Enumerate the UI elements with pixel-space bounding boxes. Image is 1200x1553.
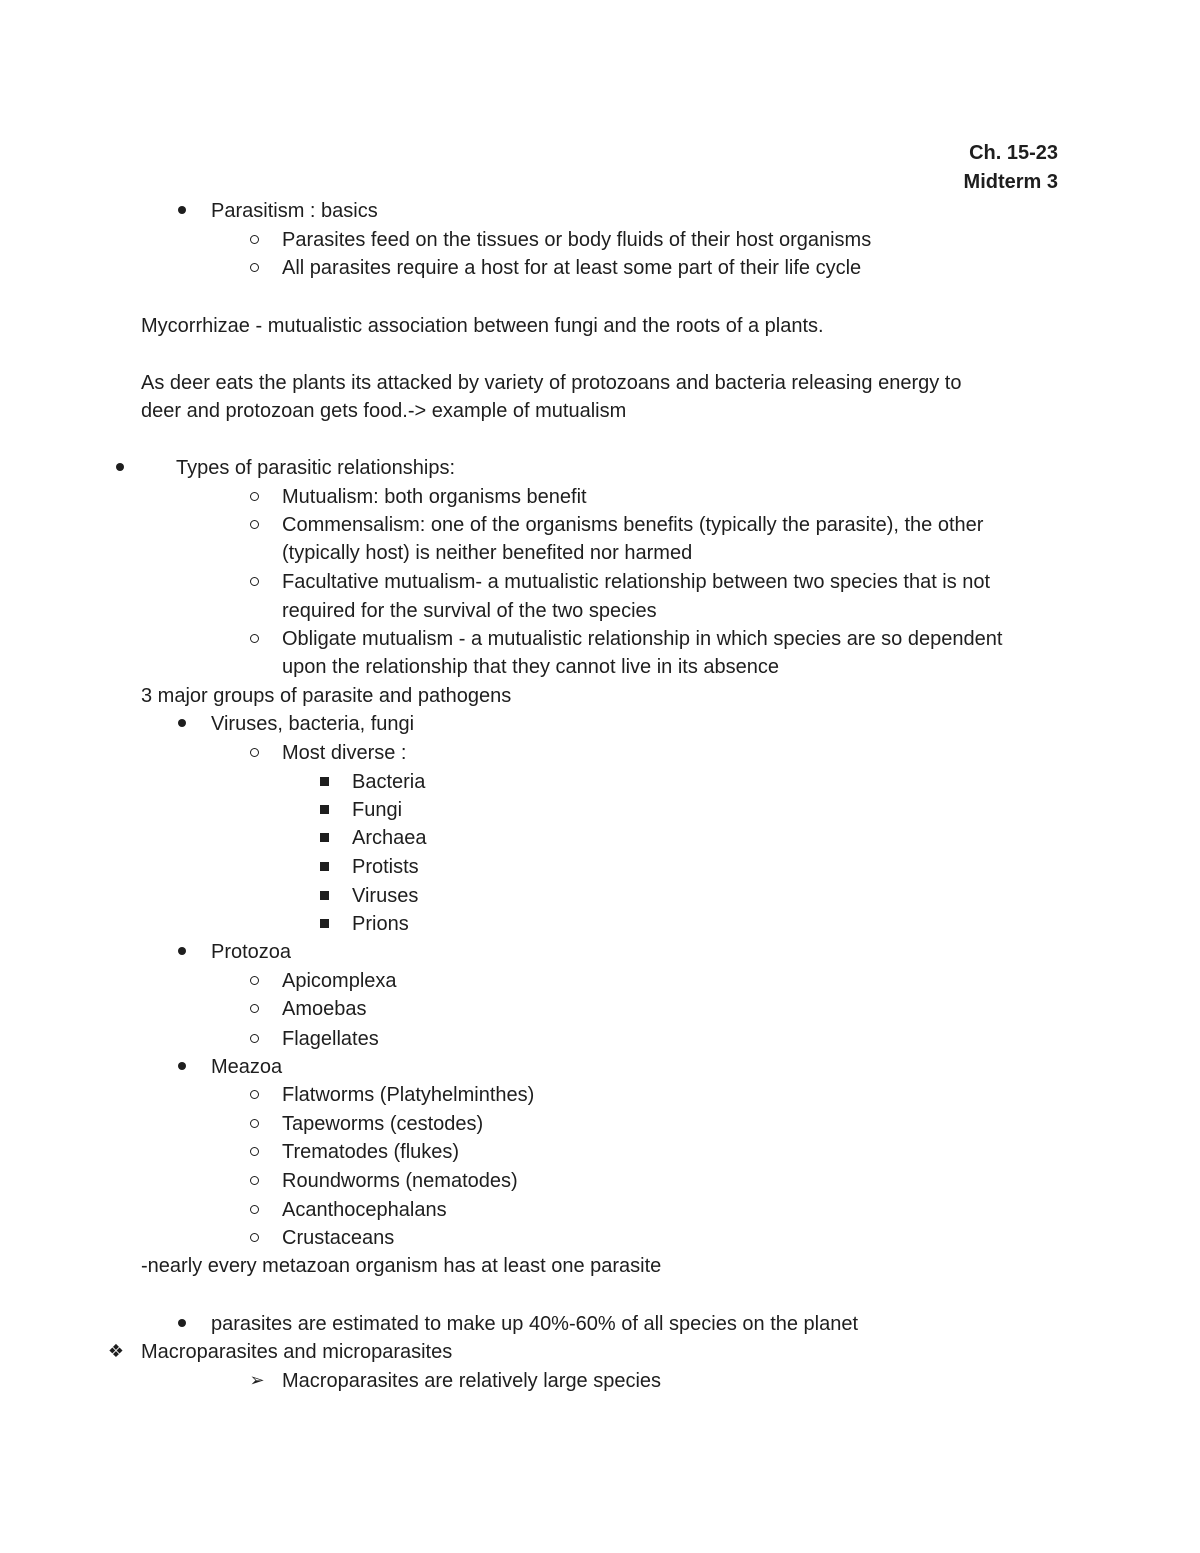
bullet-dot	[110, 454, 130, 482]
list-item: Roundworms (nematodes)	[282, 1170, 518, 1192]
bullet-dot	[172, 1310, 192, 1338]
list-item: Archaea	[352, 827, 427, 849]
deer-paragraph-line: As deer eats the plants its attacked by variety of protozoans and bacteria releasing energy to	[141, 372, 962, 394]
bullet-square	[314, 768, 334, 796]
arrow-bullet-icon: ➢	[249, 1370, 265, 1391]
bullet-circle	[244, 995, 264, 1023]
bullet-dot	[172, 710, 192, 738]
metazoan-note: -nearly every metazoan organism has at least one parasite	[141, 1255, 662, 1277]
list-item: Viruses	[352, 885, 419, 907]
bullet-circle	[244, 967, 264, 995]
bullet-circle	[244, 1138, 264, 1166]
list-item: Facultative mutualism- a mutualistic relationship between two species that is not	[282, 571, 991, 593]
bullet-circle	[244, 1081, 264, 1109]
estimate-text: parasites are estimated to make up 40%-60% of all species on the planet	[211, 1313, 859, 1335]
bullet-circle	[244, 1224, 264, 1252]
groups-title: 3 major groups of parasite and pathogens	[141, 685, 512, 707]
bullet-dot	[172, 938, 192, 966]
deer-paragraph-line: deer and protozoan gets food.-> example of mutualism	[141, 400, 627, 422]
bullet-circle	[244, 1110, 264, 1138]
list-item: Mutualism: both organisms benefit	[282, 486, 587, 508]
exam-heading: Midterm 3	[963, 171, 1058, 193]
bullet-circle	[244, 511, 264, 539]
list-item: Apicomplexa	[282, 970, 397, 992]
list-item: Crustaceans	[282, 1227, 395, 1249]
bullet-square	[314, 882, 334, 910]
bullet-circle	[244, 625, 264, 653]
bullet-square	[314, 824, 334, 852]
list-item: Fungi	[352, 799, 403, 821]
bullet-square	[314, 796, 334, 824]
list-item: All parasites require a host for at least some part of their life cycle	[282, 257, 862, 279]
types-title: Types of parasitic relationships:	[176, 457, 456, 479]
bullet-circle	[244, 254, 264, 282]
list-item: Commensalism: one of the organisms benefits (typically the parasite), the other	[282, 514, 984, 536]
list-item: Flagellates	[282, 1028, 379, 1050]
list-item: Macroparasites are relatively large species	[282, 1370, 662, 1392]
list-item: Acanthocephalans	[282, 1199, 447, 1221]
bullet-circle	[244, 226, 264, 254]
parasitism-title: Parasitism : basics	[211, 200, 378, 222]
bullet-circle	[244, 1167, 264, 1195]
list-item: Parasites feed on the tissues or body fluids of their host organisms	[282, 229, 872, 251]
list-item: Prions	[352, 913, 409, 935]
bullet-circle	[244, 739, 264, 767]
list-item: Protists	[352, 856, 419, 878]
group-label: Protozoa	[211, 941, 292, 963]
bullet-circle	[244, 1196, 264, 1224]
bullet-dot	[172, 1053, 192, 1081]
list-item-continuation: upon the relationship that they cannot live in its absence	[282, 656, 779, 678]
macro-title: Macroparasites and microparasites	[141, 1341, 453, 1363]
list-item: Tapeworms (cestodes)	[282, 1113, 484, 1135]
bullet-circle	[244, 483, 264, 511]
group-label: Viruses, bacteria, fungi	[211, 713, 415, 735]
bullet-circle	[244, 568, 264, 596]
group-label: Meazoa	[211, 1056, 283, 1078]
bullet-square	[314, 910, 334, 938]
bullet-dot	[172, 197, 192, 225]
list-item: Most diverse :	[282, 742, 407, 764]
list-item: Flatworms (Platyhelminthes)	[282, 1084, 535, 1106]
chapter-heading: Ch. 15-23	[969, 142, 1058, 164]
list-item: Amoebas	[282, 998, 367, 1020]
bullet-circle	[244, 1025, 264, 1053]
list-item-continuation: required for the survival of the two species	[282, 600, 657, 622]
mycorrhizae-paragraph: Mycorrhizae - mutualistic association between fungi and the roots of a plants.	[141, 315, 824, 337]
list-item: Bacteria	[352, 771, 426, 793]
bullet-square	[314, 853, 334, 881]
diamond-bullet-icon: ❖	[107, 1341, 125, 1362]
list-item-continuation: (typically host) is neither benefited nor harmed	[282, 542, 693, 564]
list-item: Obligate mutualism - a mutualistic relationship in which species are so dependent	[282, 628, 1003, 650]
list-item: Trematodes (flukes)	[282, 1141, 460, 1163]
